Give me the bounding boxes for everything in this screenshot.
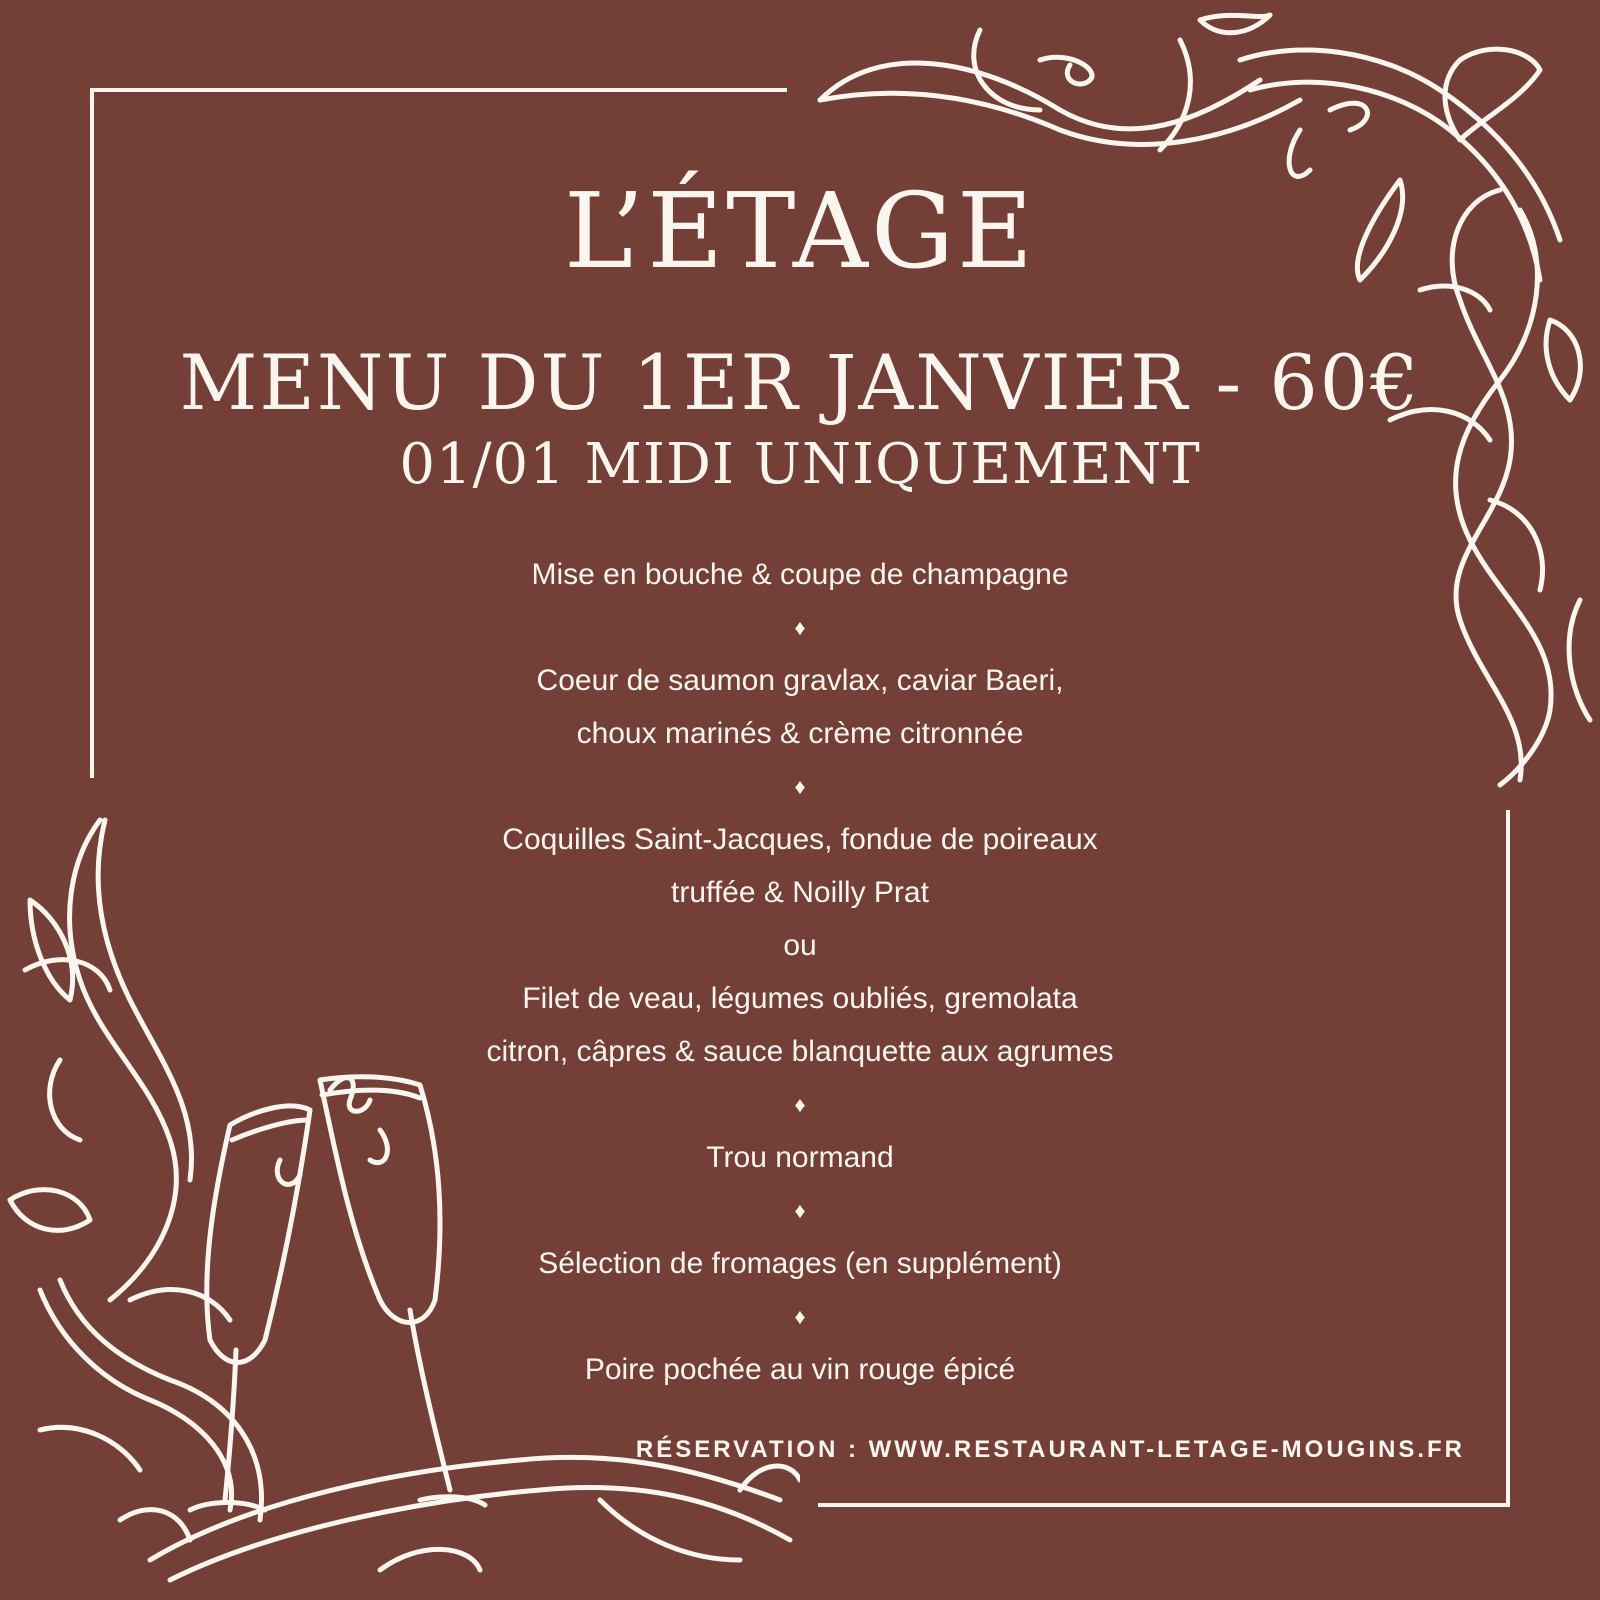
course-line: citron, câpres & sauce blanquette aux agrumes [486,1035,1114,1068]
diamond-icon: ♦ [794,1198,806,1223]
course-line: choux marinés & crème citronnée [576,717,1024,750]
diamond-icon: ♦ [794,1304,806,1329]
course-line: Coquilles Saint-Jacques, fondue de poireaux [502,823,1098,856]
course-list [0,548,1600,1396]
menu-subtitle: 01/01 MIDI UNIQUEMENT [399,432,1201,497]
course-line: Sélection de fromages (en supplément) [538,1247,1062,1280]
frame-bottom-line [818,1503,1510,1507]
course-line: Coeur de saumon gravlax, caviar Baeri, [536,664,1064,697]
course-line: ou [783,929,817,962]
menu-title: MENU DU 1ER JANVIER - 60€ [179,338,1421,427]
diamond-icon: ♦ [794,774,806,799]
course-line: truffée & Noilly Prat [671,876,929,909]
frame-top-line [90,88,787,92]
restaurant-name: L’ÉTAGE [564,170,1036,292]
diamond-icon: ♦ [794,615,806,640]
course-line: Poire pochée au vin rouge épicé [584,1353,1016,1386]
course-line: Mise en bouche & coupe de champagne [531,558,1069,591]
course-line: Trou normand [706,1141,894,1174]
course-line: Filet de veau, légumes oubliés, gremolata [522,982,1078,1015]
diamond-icon: ♦ [794,1092,806,1117]
reservation-link[interactable]: RÉSERVATION : WWW.RESTAURANT-LETAGE-MOUGINS.FR [635,1436,1465,1463]
